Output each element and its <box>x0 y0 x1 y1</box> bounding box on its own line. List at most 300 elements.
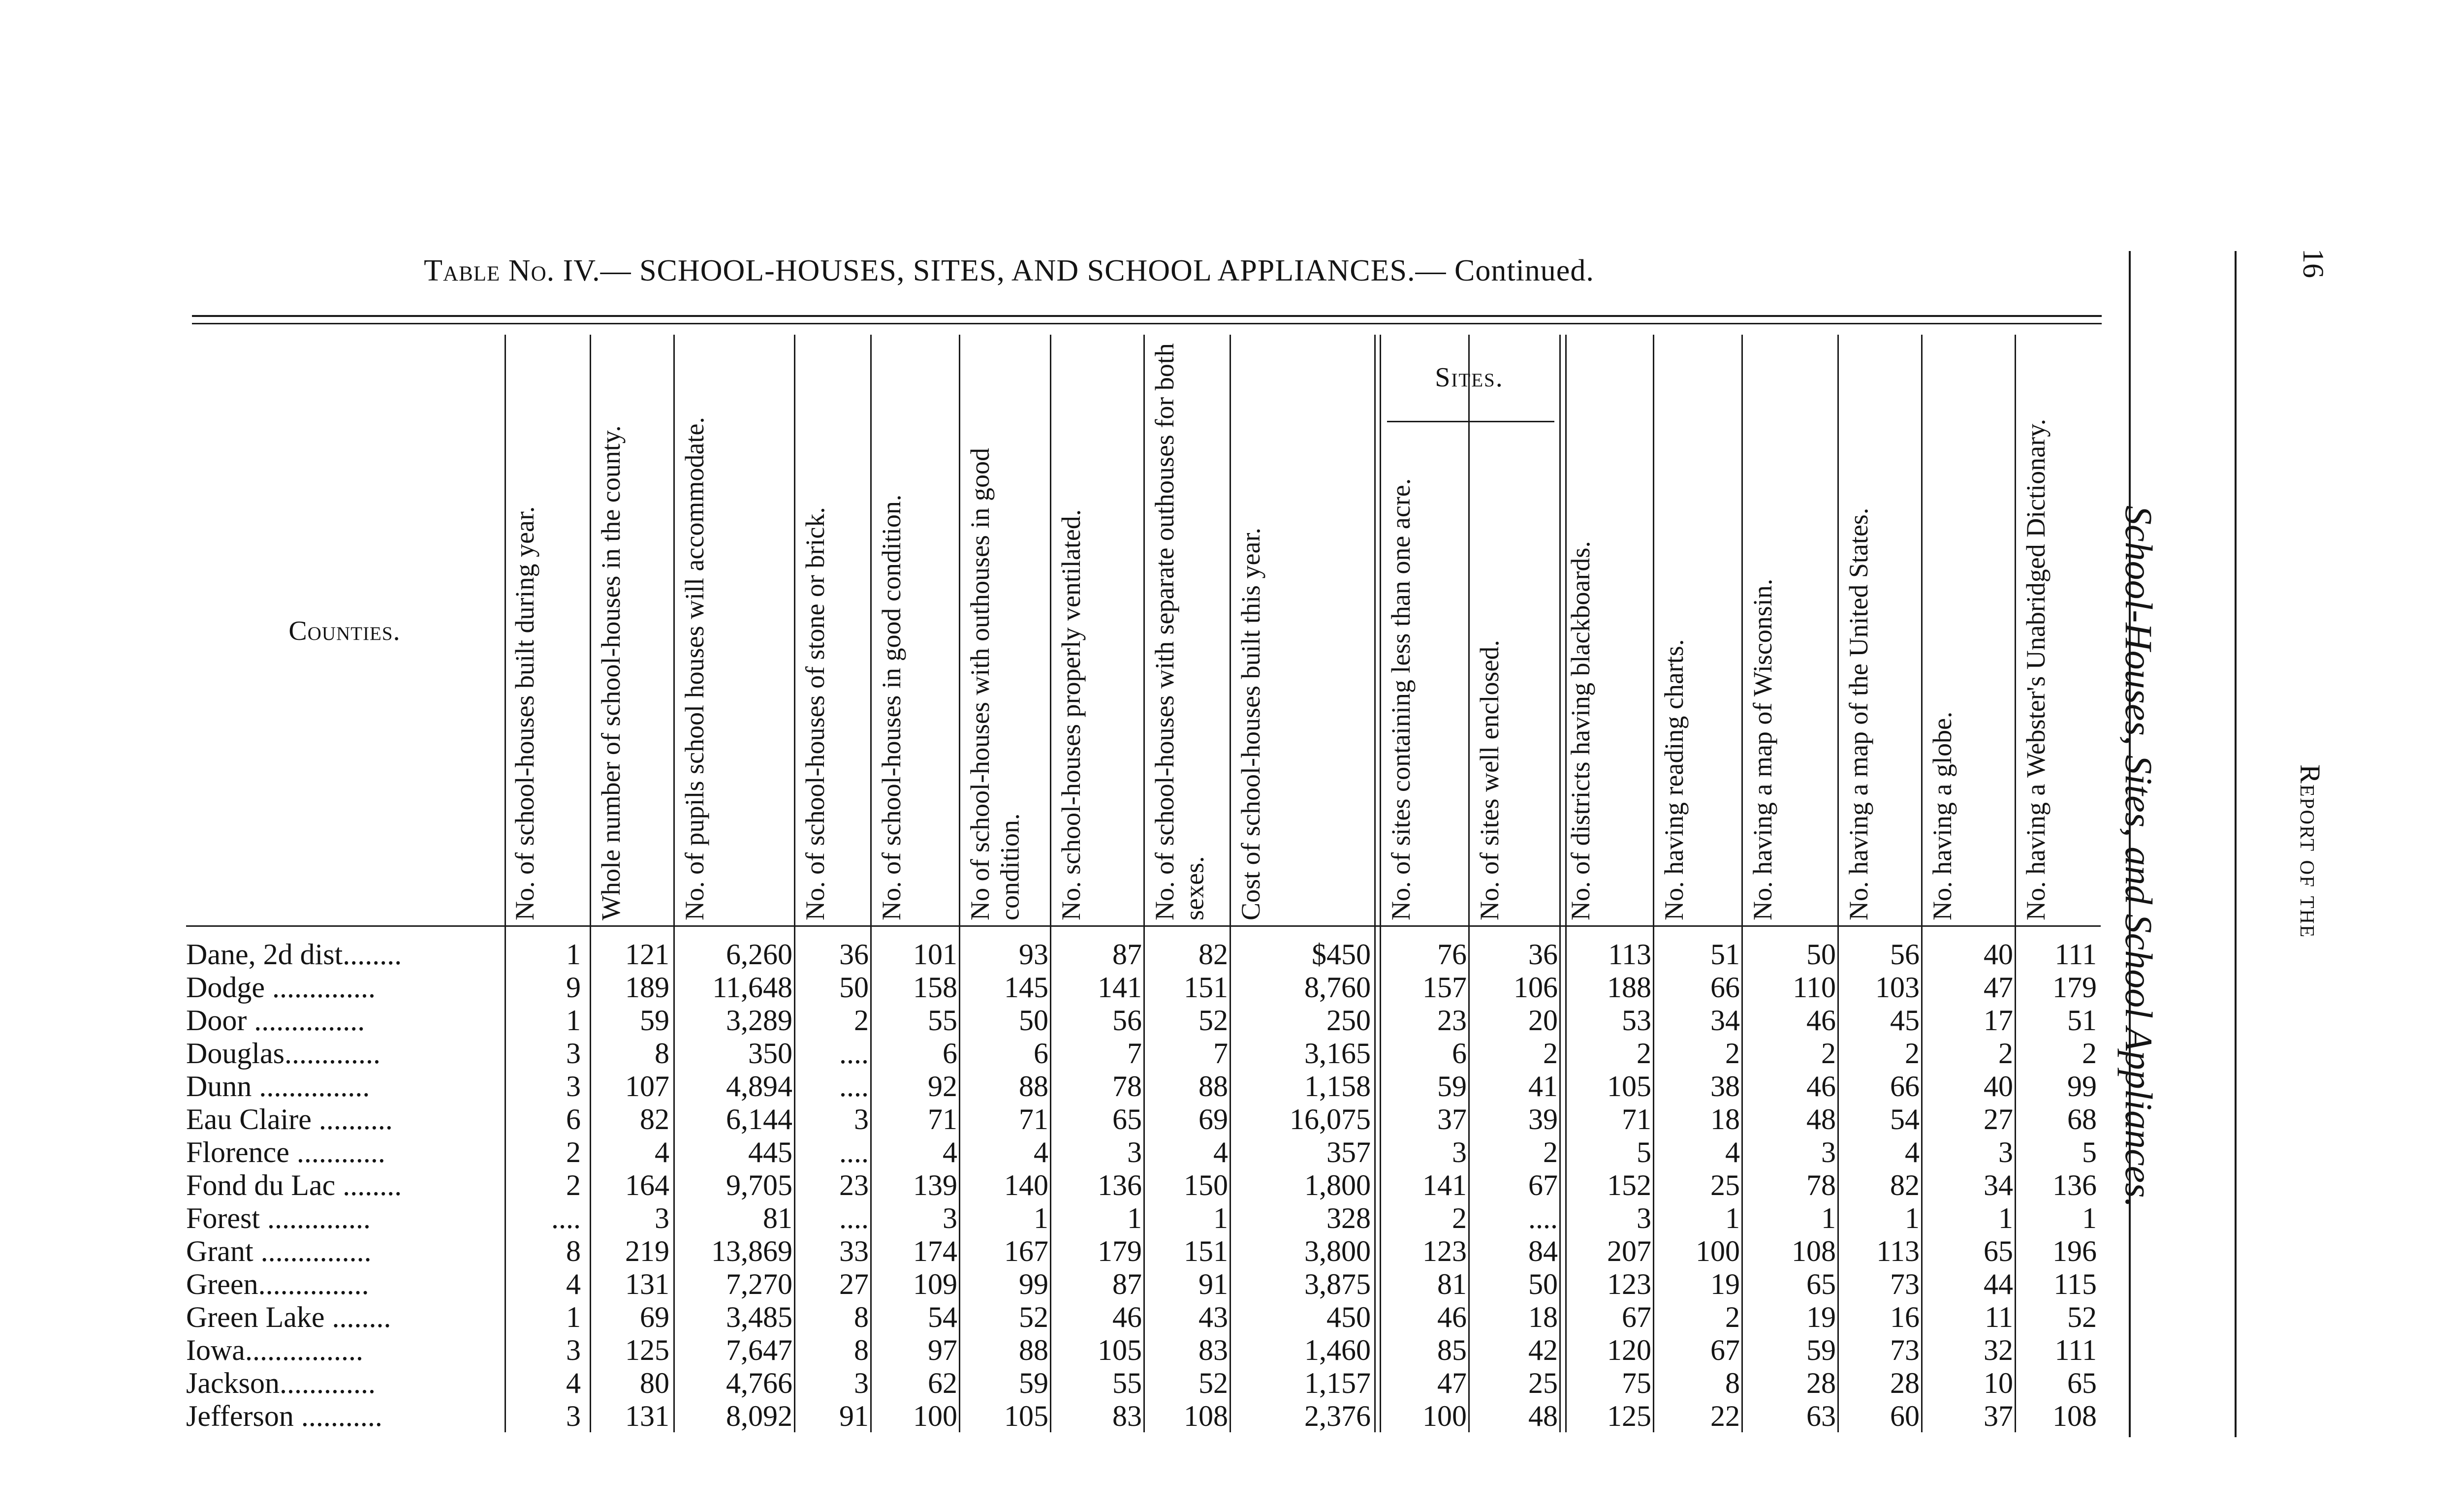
county-name: Iowa................ <box>186 1334 363 1366</box>
table-cell: 88 <box>1019 1334 1048 1366</box>
column-header: No. of school-houses with separate outhouses for both sexes. <box>1150 343 1209 920</box>
table-cell: 2 <box>1543 1037 1558 1070</box>
table-cell: .... <box>839 1037 869 1070</box>
column-rule <box>870 335 872 1432</box>
table-cell: 450 <box>1326 1301 1371 1333</box>
table-cell: 140 <box>1004 1169 1048 1201</box>
table-cell: .... <box>839 1202 869 1234</box>
table-cell: 51 <box>1710 938 1740 971</box>
table-cell: 59 <box>1806 1334 1836 1366</box>
table-cell: 71 <box>1622 1103 1651 1135</box>
table-cell: 11 <box>1985 1301 2013 1333</box>
table-cell: 3,875 <box>1304 1268 1371 1300</box>
table-cell: 2 <box>566 1136 581 1168</box>
table-cell: 9 <box>566 971 581 1004</box>
table-cell: $450 <box>1312 938 1371 971</box>
table-cell: 1,158 <box>1304 1070 1371 1102</box>
table-cell: 33 <box>839 1235 869 1267</box>
table-cell: 60 <box>1890 1400 1920 1432</box>
table-cell: 6 <box>1034 1037 1048 1070</box>
table-cell: 1 <box>566 1301 581 1333</box>
column-rule <box>1653 335 1654 1432</box>
column-rule <box>1143 335 1145 1432</box>
table-cell: 78 <box>1112 1070 1142 1102</box>
table-cell: 152 <box>1607 1169 1651 1201</box>
column-rule <box>673 335 675 1432</box>
table-cell: 76 <box>1437 938 1467 971</box>
table-cell: 3 <box>854 1103 869 1135</box>
table-cell: 16,075 <box>1290 1103 1371 1135</box>
table-cell: 28 <box>1890 1367 1920 1399</box>
column-header: No. of school-houses of stone or brick. <box>800 507 830 920</box>
table-cell: 3,800 <box>1304 1235 1371 1267</box>
table-cell: 100 <box>913 1400 957 1432</box>
table-cell: 22 <box>1710 1400 1740 1432</box>
page-number: 16 <box>2297 249 2330 278</box>
table-cell: 55 <box>928 1004 957 1037</box>
table-cell: 65 <box>2067 1367 2097 1399</box>
column-rule <box>1468 335 1470 1432</box>
table-cell: 46 <box>1437 1301 1467 1333</box>
table-cell: 131 <box>625 1268 669 1300</box>
county-name: Green............... <box>186 1268 369 1300</box>
table-cell: 48 <box>1806 1103 1836 1135</box>
table-cell: 136 <box>2052 1169 2097 1201</box>
table-cell: 43 <box>1199 1301 1228 1333</box>
column-header: No. having a globe. <box>1927 711 1957 920</box>
running-title: School-Houses, Sites, and School Appliances. <box>2117 505 2160 1208</box>
table-cell: 3 <box>943 1202 957 1234</box>
table-cell: 27 <box>839 1268 869 1300</box>
table-cell: 87 <box>1112 938 1142 971</box>
table-cell: 8 <box>566 1235 581 1267</box>
table-cell: 1 <box>566 938 581 971</box>
table-cell: 357 <box>1326 1136 1371 1168</box>
column-rule <box>590 335 591 1432</box>
table-cell: 196 <box>2052 1235 2097 1267</box>
table-cell: 108 <box>1792 1235 1836 1267</box>
table-cell: 2 <box>1725 1301 1740 1333</box>
margin-rule-right <box>2235 251 2237 1437</box>
county-name: Fond du Lac ........ <box>186 1169 402 1201</box>
table-cell: 109 <box>913 1268 957 1300</box>
table-cell: 2 <box>1821 1037 1836 1070</box>
table-cell: 52 <box>2067 1301 2097 1333</box>
column-header: No. having a Webster's Unabridged Dictionary. <box>2021 418 2051 920</box>
table-cell: 63 <box>1806 1400 1836 1432</box>
sites-subheader-rule <box>1387 421 1554 422</box>
table-cell: 59 <box>1019 1367 1048 1399</box>
table-cell: 67 <box>1622 1301 1651 1333</box>
table-cell: 3 <box>1998 1136 2013 1168</box>
table-cell: 11,648 <box>712 971 792 1004</box>
column-rule <box>2015 335 2016 1432</box>
table-cell: 56 <box>1890 938 1920 971</box>
table-cell: 41 <box>1528 1070 1558 1102</box>
table-cell: 37 <box>1437 1103 1467 1135</box>
table-cell: 7 <box>1213 1037 1228 1070</box>
column-rule <box>1559 335 1561 1432</box>
table-cell: 51 <box>2067 1004 2097 1037</box>
table-cell: 4,894 <box>726 1070 792 1102</box>
table-cell: 3,485 <box>726 1301 792 1333</box>
table-cell: 4,766 <box>726 1367 792 1399</box>
table-cell: 3 <box>1821 1136 1836 1168</box>
table-cell: 445 <box>748 1136 792 1168</box>
table-cell: 13,869 <box>711 1235 792 1267</box>
table-cell: 34 <box>1710 1004 1740 1037</box>
running-header: Report of the <box>2294 764 2326 939</box>
table-cell: 46 <box>1806 1070 1836 1102</box>
table-cell: 121 <box>625 938 669 971</box>
county-name: Jefferson ........... <box>186 1400 382 1432</box>
table-cell: 88 <box>1019 1070 1048 1102</box>
table-title <box>0 253 2018 288</box>
column-rule <box>1230 335 1231 1432</box>
column-rule <box>1380 335 1381 1432</box>
title-rule-top <box>192 315 2102 317</box>
table-cell: 16 <box>1890 1301 1920 1333</box>
table-cell: 3 <box>1637 1202 1651 1234</box>
table-cell: 8 <box>854 1301 869 1333</box>
table-cell: 8 <box>854 1334 869 1366</box>
county-name: Jackson............. <box>186 1367 376 1399</box>
table-cell: 139 <box>913 1169 957 1201</box>
table-cell: 80 <box>640 1367 669 1399</box>
column-header: No. school-houses properly ventilated. <box>1056 509 1086 920</box>
table-cell: 131 <box>625 1400 669 1432</box>
table-cell: 52 <box>1199 1004 1228 1037</box>
table-cell: 36 <box>1528 938 1558 971</box>
table-cell: 82 <box>1199 938 1228 971</box>
table-cell: 52 <box>1199 1367 1228 1399</box>
table-cell: 84 <box>1528 1235 1558 1267</box>
table-cell: 45 <box>1890 1004 1920 1037</box>
table-cell: 105 <box>1607 1070 1651 1102</box>
table-cell: 66 <box>1890 1070 1920 1102</box>
table-cell: 28 <box>1806 1367 1836 1399</box>
column-header: No. of school-houses built during year. <box>510 506 539 920</box>
table-cell: 88 <box>1199 1070 1228 1102</box>
table-cell: 1 <box>1905 1202 1920 1234</box>
table-cell: 123 <box>1607 1268 1651 1300</box>
table-cell: 1 <box>1725 1202 1740 1234</box>
table-cell: 145 <box>1004 971 1048 1004</box>
table-cell: 50 <box>839 971 869 1004</box>
table-cell: 91 <box>839 1400 869 1432</box>
table-cell: 87 <box>1112 1268 1142 1300</box>
table-cell: 115 <box>2053 1268 2097 1300</box>
table-cell: 93 <box>1019 938 1048 971</box>
table-cell: 3,289 <box>726 1004 792 1037</box>
column-header: Whole number of school-houses in the county. <box>596 425 626 920</box>
table-cell: 46 <box>1806 1004 1836 1037</box>
table-cell: 3,165 <box>1304 1037 1371 1070</box>
county-name: Forest .............. <box>186 1202 371 1234</box>
table-cell: 120 <box>1607 1334 1651 1366</box>
county-name: Grant ............... <box>186 1235 372 1267</box>
table-cell: 6 <box>1452 1037 1467 1070</box>
table-cell: 111 <box>2054 938 2097 971</box>
table-cell: 18 <box>1710 1103 1740 1135</box>
table-cell: 1 <box>1034 1202 1048 1234</box>
counties-header: Counties. <box>288 616 401 646</box>
table-cell: 81 <box>763 1202 792 1234</box>
county-name: Dane, 2d dist........ <box>186 938 402 971</box>
table-cell: 151 <box>1184 971 1228 1004</box>
table-cell: 164 <box>625 1169 669 1201</box>
table-cell: 55 <box>1112 1367 1142 1399</box>
table-cell: 1 <box>1821 1202 1836 1234</box>
table-cell: 4 <box>1905 1136 1920 1168</box>
table-cell: 158 <box>913 971 957 1004</box>
table-cell: 54 <box>928 1301 957 1333</box>
table-cell: 69 <box>1199 1103 1228 1135</box>
table-cell: 10 <box>1984 1367 2013 1399</box>
table-cell: 141 <box>1098 971 1142 1004</box>
county-name: Florence ............ <box>186 1136 385 1168</box>
table-cell: 113 <box>1876 1235 1920 1267</box>
table-cell: 73 <box>1890 1268 1920 1300</box>
table-cell: 125 <box>625 1334 669 1366</box>
county-name: Door ............... <box>186 1004 365 1037</box>
table-cell: 1 <box>566 1004 581 1037</box>
table-cell: 27 <box>1984 1103 2013 1135</box>
title-rule-bottom <box>192 323 2102 324</box>
table-cell: 6,144 <box>726 1103 792 1135</box>
table-cell: 2 <box>1905 1037 1920 1070</box>
table-cell: 3 <box>566 1037 581 1070</box>
table-cell: 136 <box>1098 1169 1142 1201</box>
table-cell: 71 <box>1019 1103 1048 1135</box>
table-cell: 3 <box>1452 1136 1467 1168</box>
table-cell: 47 <box>1984 971 2013 1004</box>
table-cell: 62 <box>928 1367 957 1399</box>
table-cell: 219 <box>625 1235 669 1267</box>
column-header: No of school-houses with outhouses in good condition. <box>965 448 1025 920</box>
table-cell: 50 <box>1528 1268 1558 1300</box>
county-name: Eau Claire .......... <box>186 1103 393 1135</box>
table-cell: 42 <box>1528 1334 1558 1366</box>
table-cell: 4 <box>655 1136 669 1168</box>
column-header: No. of sites containing less than one acre. <box>1386 478 1416 920</box>
county-name: Douglas............. <box>186 1037 380 1070</box>
table-cell: 3 <box>566 1070 581 1102</box>
table-cell: 50 <box>1019 1004 1048 1037</box>
table-cell: 92 <box>928 1070 957 1102</box>
table-cell: 4 <box>943 1136 957 1168</box>
county-name: Dunn ............... <box>186 1070 370 1102</box>
column-header: No. having reading charts. <box>1659 639 1689 920</box>
table-cell: 3 <box>566 1400 581 1432</box>
table-cell: 188 <box>1607 971 1651 1004</box>
column-header: Cost of school-houses built this year. <box>1236 528 1265 920</box>
column-header: No. having a map of the United States. <box>1844 507 1873 920</box>
table-cell: 328 <box>1326 1202 1371 1234</box>
table-cell: 59 <box>640 1004 669 1037</box>
table-cell: 100 <box>1422 1400 1467 1432</box>
table-cell: 179 <box>2052 971 2097 1004</box>
column-header: No. of school-houses in good condition. <box>877 494 906 920</box>
table-cell: 4 <box>566 1268 581 1300</box>
table-cell: 111 <box>2054 1334 2097 1366</box>
table-cell: 105 <box>1004 1400 1048 1432</box>
table-cell: 1 <box>1213 1202 1228 1234</box>
table-cell: 32 <box>1984 1334 2013 1366</box>
column-header: No. of districts having blackboards. <box>1566 541 1595 920</box>
table-cell: 81 <box>1437 1268 1467 1300</box>
column-header: No. of pupils school houses will accommodate. <box>680 417 709 920</box>
table-cell: 69 <box>640 1301 669 1333</box>
table-cell: 47 <box>1437 1367 1467 1399</box>
table-cell: 19 <box>1710 1268 1740 1300</box>
table-cell: 2 <box>1452 1202 1467 1234</box>
table-cell: 8,760 <box>1304 971 1371 1004</box>
table-cell: 3 <box>1127 1136 1142 1168</box>
table-cell: 46 <box>1112 1301 1142 1333</box>
table-cell: 18 <box>1528 1301 1558 1333</box>
column-header: No. of sites well enclosed. <box>1475 640 1504 920</box>
table-cell: 68 <box>2067 1103 2097 1135</box>
table-cell: 167 <box>1004 1235 1048 1267</box>
table-cell: 17 <box>1984 1004 2013 1037</box>
column-rule <box>1741 335 1743 1432</box>
table-cell: 25 <box>1710 1169 1740 1201</box>
table-cell: 8 <box>655 1037 669 1070</box>
table-cell: 1 <box>2082 1202 2097 1234</box>
table-cell: 2 <box>2082 1037 2097 1070</box>
table-cell: 38 <box>1710 1070 1740 1102</box>
table-cell: 110 <box>1793 971 1836 1004</box>
table-cell: 37 <box>1984 1400 2013 1432</box>
table-cell: 48 <box>1528 1400 1558 1432</box>
table-cell: 40 <box>1984 1070 2013 1102</box>
table-cell: .... <box>839 1070 869 1102</box>
table-cell: 4 <box>1725 1136 1740 1168</box>
table-cell: .... <box>839 1136 869 1168</box>
table-cell: 101 <box>913 938 957 971</box>
table-cell: 19 <box>1806 1301 1836 1333</box>
sites-header: Sites. <box>1435 362 1504 393</box>
table-cell: 23 <box>1437 1004 1467 1037</box>
table-cell: 53 <box>1622 1004 1651 1037</box>
table-cell: 151 <box>1184 1235 1228 1267</box>
table-cell: 4 <box>1213 1136 1228 1168</box>
county-name: Green Lake ........ <box>186 1301 391 1333</box>
table-cell: 83 <box>1199 1334 1228 1366</box>
table-cell: 23 <box>839 1169 869 1201</box>
table-cell: 65 <box>1806 1268 1836 1300</box>
table-cell: 56 <box>1112 1004 1142 1037</box>
table-cell: 59 <box>1437 1070 1467 1102</box>
table-cell: 2 <box>1637 1037 1651 1070</box>
table-cell: 39 <box>1528 1103 1558 1135</box>
column-rule <box>1374 335 1376 1432</box>
table-cell: 107 <box>625 1070 669 1102</box>
table-cell: 6,260 <box>726 938 792 971</box>
table-cell: 25 <box>1528 1367 1558 1399</box>
table-cell: 2 <box>566 1169 581 1201</box>
table-cell: 108 <box>1184 1400 1228 1432</box>
table-cell: 106 <box>1514 971 1558 1004</box>
table-cell: 50 <box>1806 938 1836 971</box>
table-cell: 71 <box>928 1103 957 1135</box>
table-cell: 141 <box>1422 1169 1467 1201</box>
table-cell: 3 <box>854 1367 869 1399</box>
table-cell: 5 <box>1637 1136 1651 1168</box>
table-cell: 85 <box>1437 1334 1467 1366</box>
table-cell: 1 <box>1998 1202 2013 1234</box>
table-cell: 207 <box>1607 1235 1651 1267</box>
table-cell: 36 <box>839 938 869 971</box>
table-cell: 67 <box>1528 1169 1558 1201</box>
table-cell: 44 <box>1984 1268 2013 1300</box>
table-cell: 157 <box>1422 971 1467 1004</box>
column-rule <box>1837 335 1839 1432</box>
table-cell: 65 <box>1112 1103 1142 1135</box>
table-cell: 52 <box>1019 1301 1048 1333</box>
county-name: Dodge .............. <box>186 971 376 1004</box>
table-cell: .... <box>551 1202 581 1234</box>
table-cell: 66 <box>1710 971 1740 1004</box>
table-cell: 54 <box>1890 1103 1920 1135</box>
table-cell: 100 <box>1696 1235 1740 1267</box>
table-cell: 2 <box>1725 1037 1740 1070</box>
table-cell: 3 <box>655 1202 669 1234</box>
table-number: Table No. IV. <box>424 254 600 287</box>
table-cell: 4 <box>1034 1136 1048 1168</box>
table-cell: 82 <box>1890 1169 1920 1201</box>
table-cell: 99 <box>1019 1268 1048 1300</box>
column-header: No. having a map of Wisconsin. <box>1748 578 1777 920</box>
column-rule <box>794 335 795 1432</box>
table-cell: .... <box>1528 1202 1558 1234</box>
table-cell: 2 <box>1998 1037 2013 1070</box>
table-cell: 8 <box>1725 1367 1740 1399</box>
table-cell: 65 <box>1984 1235 2013 1267</box>
table-cell: 78 <box>1806 1169 1836 1201</box>
table-cell: 34 <box>1984 1169 2013 1201</box>
table-cell: 350 <box>748 1037 792 1070</box>
table-cell: 9,705 <box>726 1169 792 1201</box>
table-cell: 2,376 <box>1304 1400 1371 1432</box>
table-cell: 7,270 <box>726 1268 792 1300</box>
table-cell: 7 <box>1127 1037 1142 1070</box>
table-cell: 2 <box>854 1004 869 1037</box>
table-cell: 174 <box>913 1235 957 1267</box>
table-cell: 82 <box>640 1103 669 1135</box>
table-cell: 6 <box>566 1103 581 1135</box>
table-cell: 1,800 <box>1304 1169 1371 1201</box>
table-cell: 1 <box>1127 1202 1142 1234</box>
table-cell: 97 <box>928 1334 957 1366</box>
table-cell: 6 <box>943 1037 957 1070</box>
table-cell: 83 <box>1112 1400 1142 1432</box>
table-cell: 5 <box>2082 1136 2097 1168</box>
table-cell: 108 <box>2052 1400 2097 1432</box>
table-cell: 91 <box>1199 1268 1228 1300</box>
table-cell: 75 <box>1622 1367 1651 1399</box>
table-cell: 1,460 <box>1304 1334 1371 1366</box>
table-cell: 123 <box>1422 1235 1467 1267</box>
table-cell: 113 <box>1608 938 1651 971</box>
column-rule <box>1050 335 1051 1432</box>
table-cell: 73 <box>1890 1334 1920 1366</box>
table-cell: 20 <box>1528 1004 1558 1037</box>
table-cell: 125 <box>1607 1400 1651 1432</box>
table-cell: 250 <box>1326 1004 1371 1037</box>
table-cell: 8,092 <box>726 1400 792 1432</box>
